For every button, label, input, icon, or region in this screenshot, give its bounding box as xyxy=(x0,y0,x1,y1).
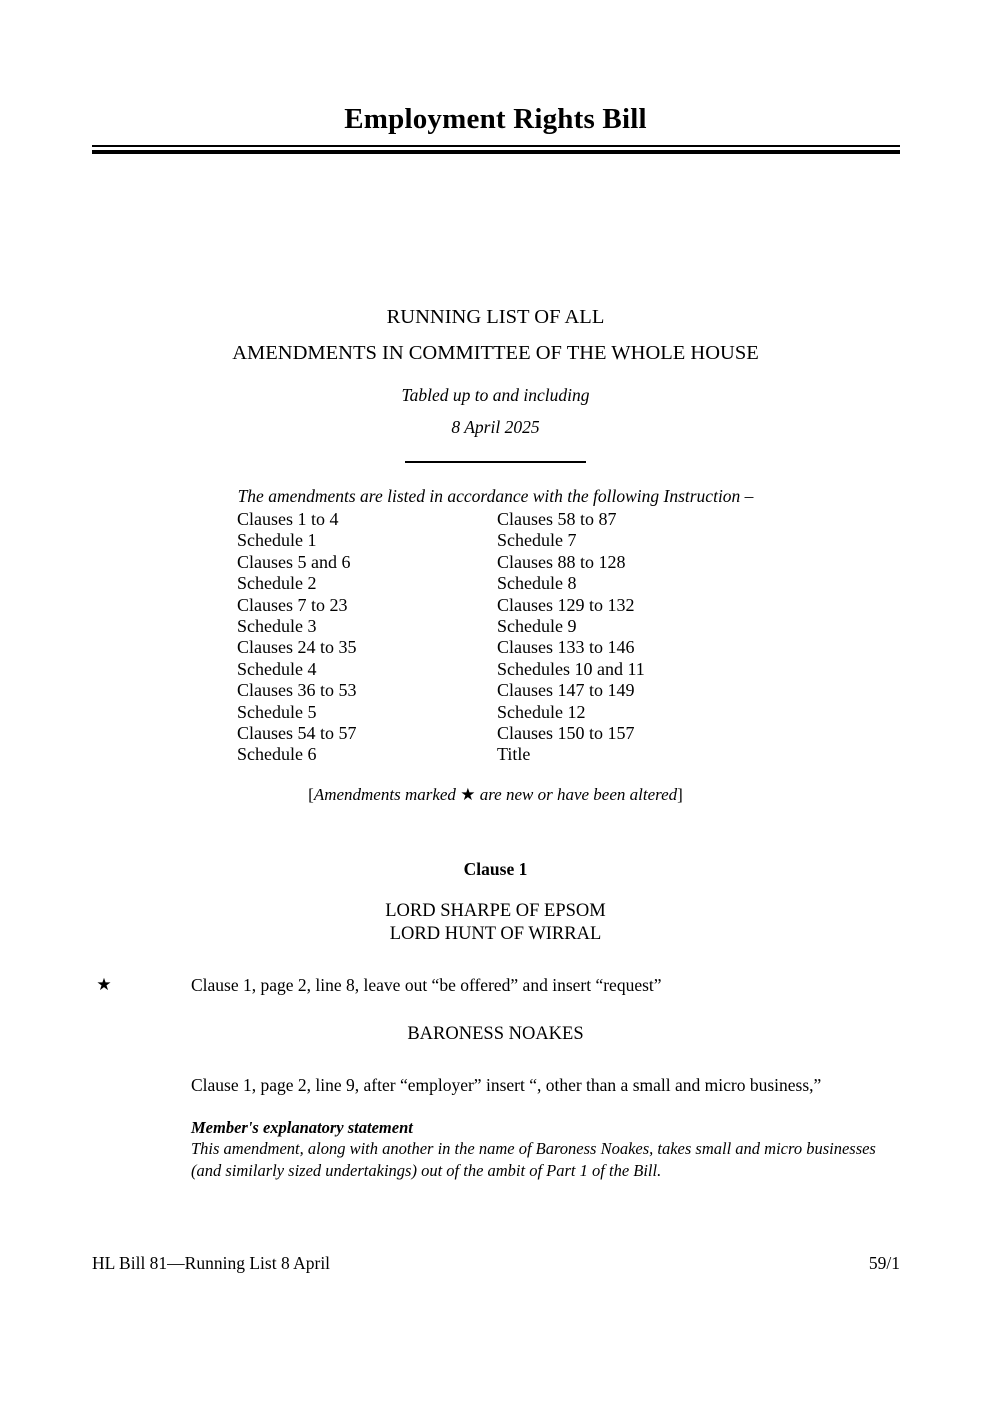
instruction-row xyxy=(237,573,757,594)
instruction-row xyxy=(237,680,757,701)
instruction-item-right: Clauses 88 to 128 xyxy=(497,551,626,572)
instruction-row xyxy=(237,744,757,765)
explanatory-statement xyxy=(191,1117,891,1182)
footer-page-number: 59/1 xyxy=(868,1253,900,1273)
instruction-row xyxy=(237,723,757,744)
instruction-item-left: Clauses 24 to 35 xyxy=(237,637,357,658)
instruction-row xyxy=(237,702,757,723)
note-text-after: are new or have been altered xyxy=(475,785,678,804)
title-double-rule xyxy=(92,145,900,154)
clause-heading: Clause 1 xyxy=(463,859,528,879)
instruction-row xyxy=(237,552,757,573)
sponsor-name: BARONESS NOAKES xyxy=(407,1024,584,1044)
instruction-item-left: Clauses 7 to 23 xyxy=(237,594,348,615)
heading-committee: AMENDMENTS IN COMMITTEE OF THE WHOLE HOUSE xyxy=(232,342,759,364)
instruction-item-right: Schedules 10 and 11 xyxy=(497,658,645,679)
instruction-item-right: Clauses 133 to 146 xyxy=(497,637,635,658)
instruction-item-left: Schedule 3 xyxy=(237,615,317,636)
instruction-item-left: Schedule 4 xyxy=(237,658,317,679)
instruction-row xyxy=(237,616,757,637)
instruction-item-right: Schedule 9 xyxy=(497,615,577,636)
instruction-item-right: Clauses 58 to 87 xyxy=(497,509,617,529)
starred-amendments-note xyxy=(0,785,991,805)
page-footer xyxy=(92,1253,900,1274)
instruction-row xyxy=(237,659,757,680)
note-text-before: Amendments marked xyxy=(313,785,461,804)
instruction-row xyxy=(237,530,757,551)
tabled-date: 8 April 2025 xyxy=(451,417,540,437)
amendment-text: Clause 1, page 2, line 9, after “employer” insert “, other than a small and micro business,” xyxy=(191,1075,822,1095)
sponsor-name: LORD SHARPE OF EPSOM xyxy=(385,901,606,921)
explanatory-statement-title: Member's explanatory statement xyxy=(191,1118,413,1137)
instruction-row xyxy=(237,509,757,530)
instruction-item-right: Schedule 8 xyxy=(497,573,577,594)
star-icon: ★ xyxy=(96,975,112,994)
amendment-text: Clause 1, page 2, line 8, leave out “be offered” and insert “request” xyxy=(191,975,662,995)
instruction-item-right: Clauses 129 to 132 xyxy=(497,594,635,615)
instruction-item-right: Schedule 7 xyxy=(497,530,577,551)
instruction-intro: The amendments are listed in accordance with the following Instruction – xyxy=(237,486,754,506)
instruction-item-left: Clauses 54 to 57 xyxy=(237,722,357,743)
note-open-bracket: [ xyxy=(308,785,314,804)
instruction-item-left: Schedule 1 xyxy=(237,530,317,551)
instruction-item-left: Schedule 6 xyxy=(237,744,317,765)
instruction-item-right: Title xyxy=(497,744,531,765)
instruction-item-right: Clauses 150 to 157 xyxy=(497,722,635,743)
tabled-label: Tabled up to and including xyxy=(401,385,590,405)
page-title: Employment Rights Bill xyxy=(344,103,647,135)
instruction-row xyxy=(237,637,757,658)
sponsor-name: LORD HUNT OF WIRRAL xyxy=(389,924,602,944)
heading-running-list: RUNNING LIST OF ALL xyxy=(386,306,605,328)
instruction-row xyxy=(237,595,757,616)
footer-bill-reference: HL Bill 81—Running List 8 April xyxy=(92,1253,331,1273)
instruction-item-left: Clauses 5 and 6 xyxy=(237,551,351,572)
instruction-item-right: Schedule 12 xyxy=(497,701,586,722)
explanatory-statement-body: This amendment, along with another in the name of Baroness Noakes, takes small and micro businesses (and similarly sized undertakings) out of the ambit of Part 1 of the Bill. xyxy=(191,1139,876,1180)
instruction-item-left: Schedule 5 xyxy=(237,701,317,722)
title-rule-thick xyxy=(92,150,900,154)
instruction-item-left: Schedule 2 xyxy=(237,573,317,594)
star-icon: ★ xyxy=(460,785,476,804)
instruction-item-right: Clauses 147 to 149 xyxy=(497,680,635,701)
instruction-item-left: Clauses 1 to 4 xyxy=(237,509,339,529)
section-divider-rule xyxy=(405,461,586,463)
instruction-item-left: Clauses 36 to 53 xyxy=(237,680,357,701)
instruction-list xyxy=(237,509,757,766)
note-close-bracket: ] xyxy=(677,785,683,804)
